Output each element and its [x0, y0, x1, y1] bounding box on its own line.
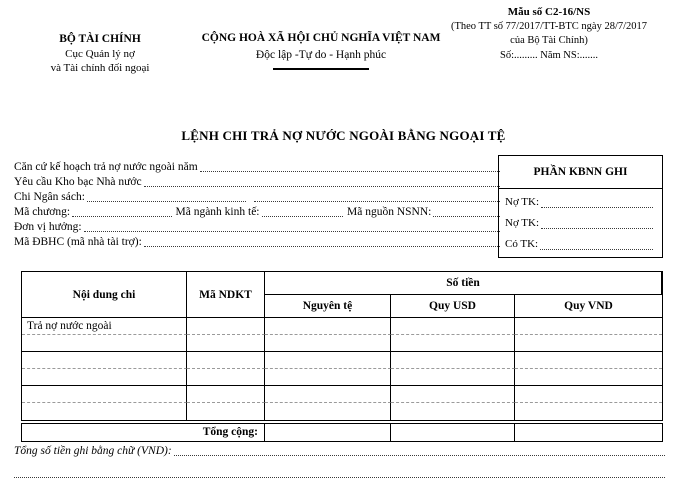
motto-line: Độc lập -Tự do - Hạnh phúc	[255, 49, 387, 61]
total-cell-vnd[interactable]	[515, 424, 662, 441]
kbnn-section-box	[498, 155, 663, 258]
total-cell-original[interactable]	[265, 424, 391, 441]
table-cell-vnd[interactable]	[515, 403, 662, 420]
table-cell-content[interactable]	[22, 335, 187, 352]
table-cell-content[interactable]	[22, 369, 187, 386]
issuing-agency-block	[20, 31, 180, 75]
agency-dept-line1: Cục Quản lý nợ	[65, 48, 135, 60]
column-header-original-currency: Nguyên tệ	[265, 295, 391, 318]
table-cell-vnd[interactable]	[515, 318, 662, 335]
form-number: Mẫu số C2-16/NS	[507, 6, 591, 18]
table-cell-content[interactable]	[22, 403, 187, 420]
table-cell-usd[interactable]	[391, 369, 515, 386]
fill-in-line[interactable]	[254, 201, 500, 202]
fill-in-line[interactable]	[262, 216, 344, 217]
table-cell-vnd[interactable]	[515, 386, 662, 403]
fill-in-line[interactable]	[200, 171, 500, 172]
kbnn-credit-line	[499, 235, 662, 254]
amount-in-words-line	[14, 444, 665, 459]
table-cell-vnd[interactable]	[515, 369, 662, 386]
table-cell-content: Trả nợ nước ngoài	[22, 318, 187, 335]
agency-dept-line2: và Tài chính đối ngoại	[50, 62, 150, 74]
fill-in-line[interactable]	[541, 207, 653, 208]
table-cell-usd[interactable]	[391, 386, 515, 403]
field-treasury-request	[14, 175, 500, 190]
table-cell-original[interactable]	[265, 318, 391, 335]
table-cell-code[interactable]	[187, 369, 265, 386]
field-label: Mã ĐBHC (mã nhà tài trợ):	[14, 236, 142, 248]
form-reference-line2: của Bộ Tài Chính)	[510, 35, 588, 46]
field-label: Có TK:	[505, 238, 539, 250]
table-cell-usd[interactable]	[391, 318, 515, 335]
field-plan-basis	[14, 160, 500, 175]
field-budget-spend	[14, 190, 500, 205]
fill-in-line[interactable]	[87, 201, 246, 202]
table-cell-original[interactable]	[265, 369, 391, 386]
table-cell-vnd[interactable]	[515, 352, 662, 369]
column-header-content: Nội dung chi	[22, 272, 187, 318]
fill-in-line[interactable]	[84, 231, 500, 232]
table-cell-usd[interactable]	[391, 403, 515, 420]
table-cell-vnd[interactable]	[515, 335, 662, 352]
field-label: Mã nguồn NSNN:	[347, 206, 432, 218]
kbnn-box-title: PHẦN KBNN GHI	[499, 156, 662, 189]
fill-in-line[interactable]	[174, 455, 665, 456]
field-codes-line	[14, 205, 500, 220]
table-cell-usd[interactable]	[391, 352, 515, 369]
fill-in-line[interactable]	[144, 186, 500, 187]
table-cell-original[interactable]	[265, 335, 391, 352]
kbnn-debit1-line	[499, 193, 662, 212]
column-header-amount-group: Số tiền	[265, 272, 662, 295]
fill-in-line[interactable]	[72, 216, 171, 217]
field-label: Đơn vị hưởng:	[14, 221, 82, 233]
fill-in-line[interactable]	[540, 249, 653, 250]
field-label: Chi Ngân sách:	[14, 191, 85, 203]
table-cell-original[interactable]	[265, 352, 391, 369]
kbnn-debit2-line	[499, 214, 662, 233]
spending-table	[21, 271, 663, 421]
field-label: Yêu cầu Kho bạc Nhà nước	[14, 176, 142, 188]
column-header-code: Mã NDKT	[187, 272, 265, 318]
table-cell-code[interactable]	[187, 318, 265, 335]
table-cell-content[interactable]	[22, 352, 187, 369]
table-cell-content[interactable]	[22, 386, 187, 403]
fill-in-line[interactable]	[541, 228, 653, 229]
field-label: Căn cứ kế hoạch trả nợ nước ngoài năm	[14, 161, 198, 173]
field-dbhc-code	[14, 235, 500, 250]
page-title: LỆNH CHI TRẢ NỢ NƯỚC NGOÀI BẰNG NGOẠI TỆ	[181, 128, 506, 143]
table-cell-code[interactable]	[187, 352, 265, 369]
form-serial-line: Số:......... Năm NS:.......	[499, 50, 598, 61]
agency-name: BỘ TÀI CHÍNH	[59, 33, 141, 45]
table-total-row	[21, 423, 663, 442]
fill-in-line[interactable]	[14, 477, 665, 478]
table-cell-code[interactable]	[187, 386, 265, 403]
field-label: Nợ TK:	[505, 196, 540, 208]
field-label: Nợ TK:	[505, 217, 540, 229]
table-cell-original[interactable]	[265, 386, 391, 403]
amount-in-words-label: Tổng số tiền ghi bằng chữ (VND):	[14, 445, 172, 457]
column-header-usd: Quy USD	[391, 295, 515, 318]
form-info-block	[425, 5, 673, 63]
motto-underline	[273, 68, 369, 70]
form-fields-section	[14, 160, 500, 250]
field-label: Mã ngành kinh tế:	[175, 206, 260, 218]
total-cell-usd[interactable]	[391, 424, 515, 441]
field-beneficiary-unit	[14, 220, 500, 235]
table-cell-usd[interactable]	[391, 335, 515, 352]
form-reference-line1: (Theo TT số 77/2017/TT-BTC ngày 28/7/2017	[450, 21, 648, 32]
column-header-vnd: Quy VND	[515, 295, 662, 318]
national-header-block	[190, 30, 452, 70]
table-cell-original[interactable]	[265, 403, 391, 420]
table-cell-code[interactable]	[187, 335, 265, 352]
fill-in-line[interactable]	[144, 246, 500, 247]
field-label: Mã chương:	[14, 206, 71, 218]
country-line: CỘNG HOÀ XÃ HỘI CHỦ NGHĨA VIỆT NAM	[201, 32, 441, 44]
fill-in-line[interactable]	[433, 216, 500, 217]
total-label: Tổng cộng:	[22, 424, 265, 441]
table-cell-code[interactable]	[187, 403, 265, 420]
